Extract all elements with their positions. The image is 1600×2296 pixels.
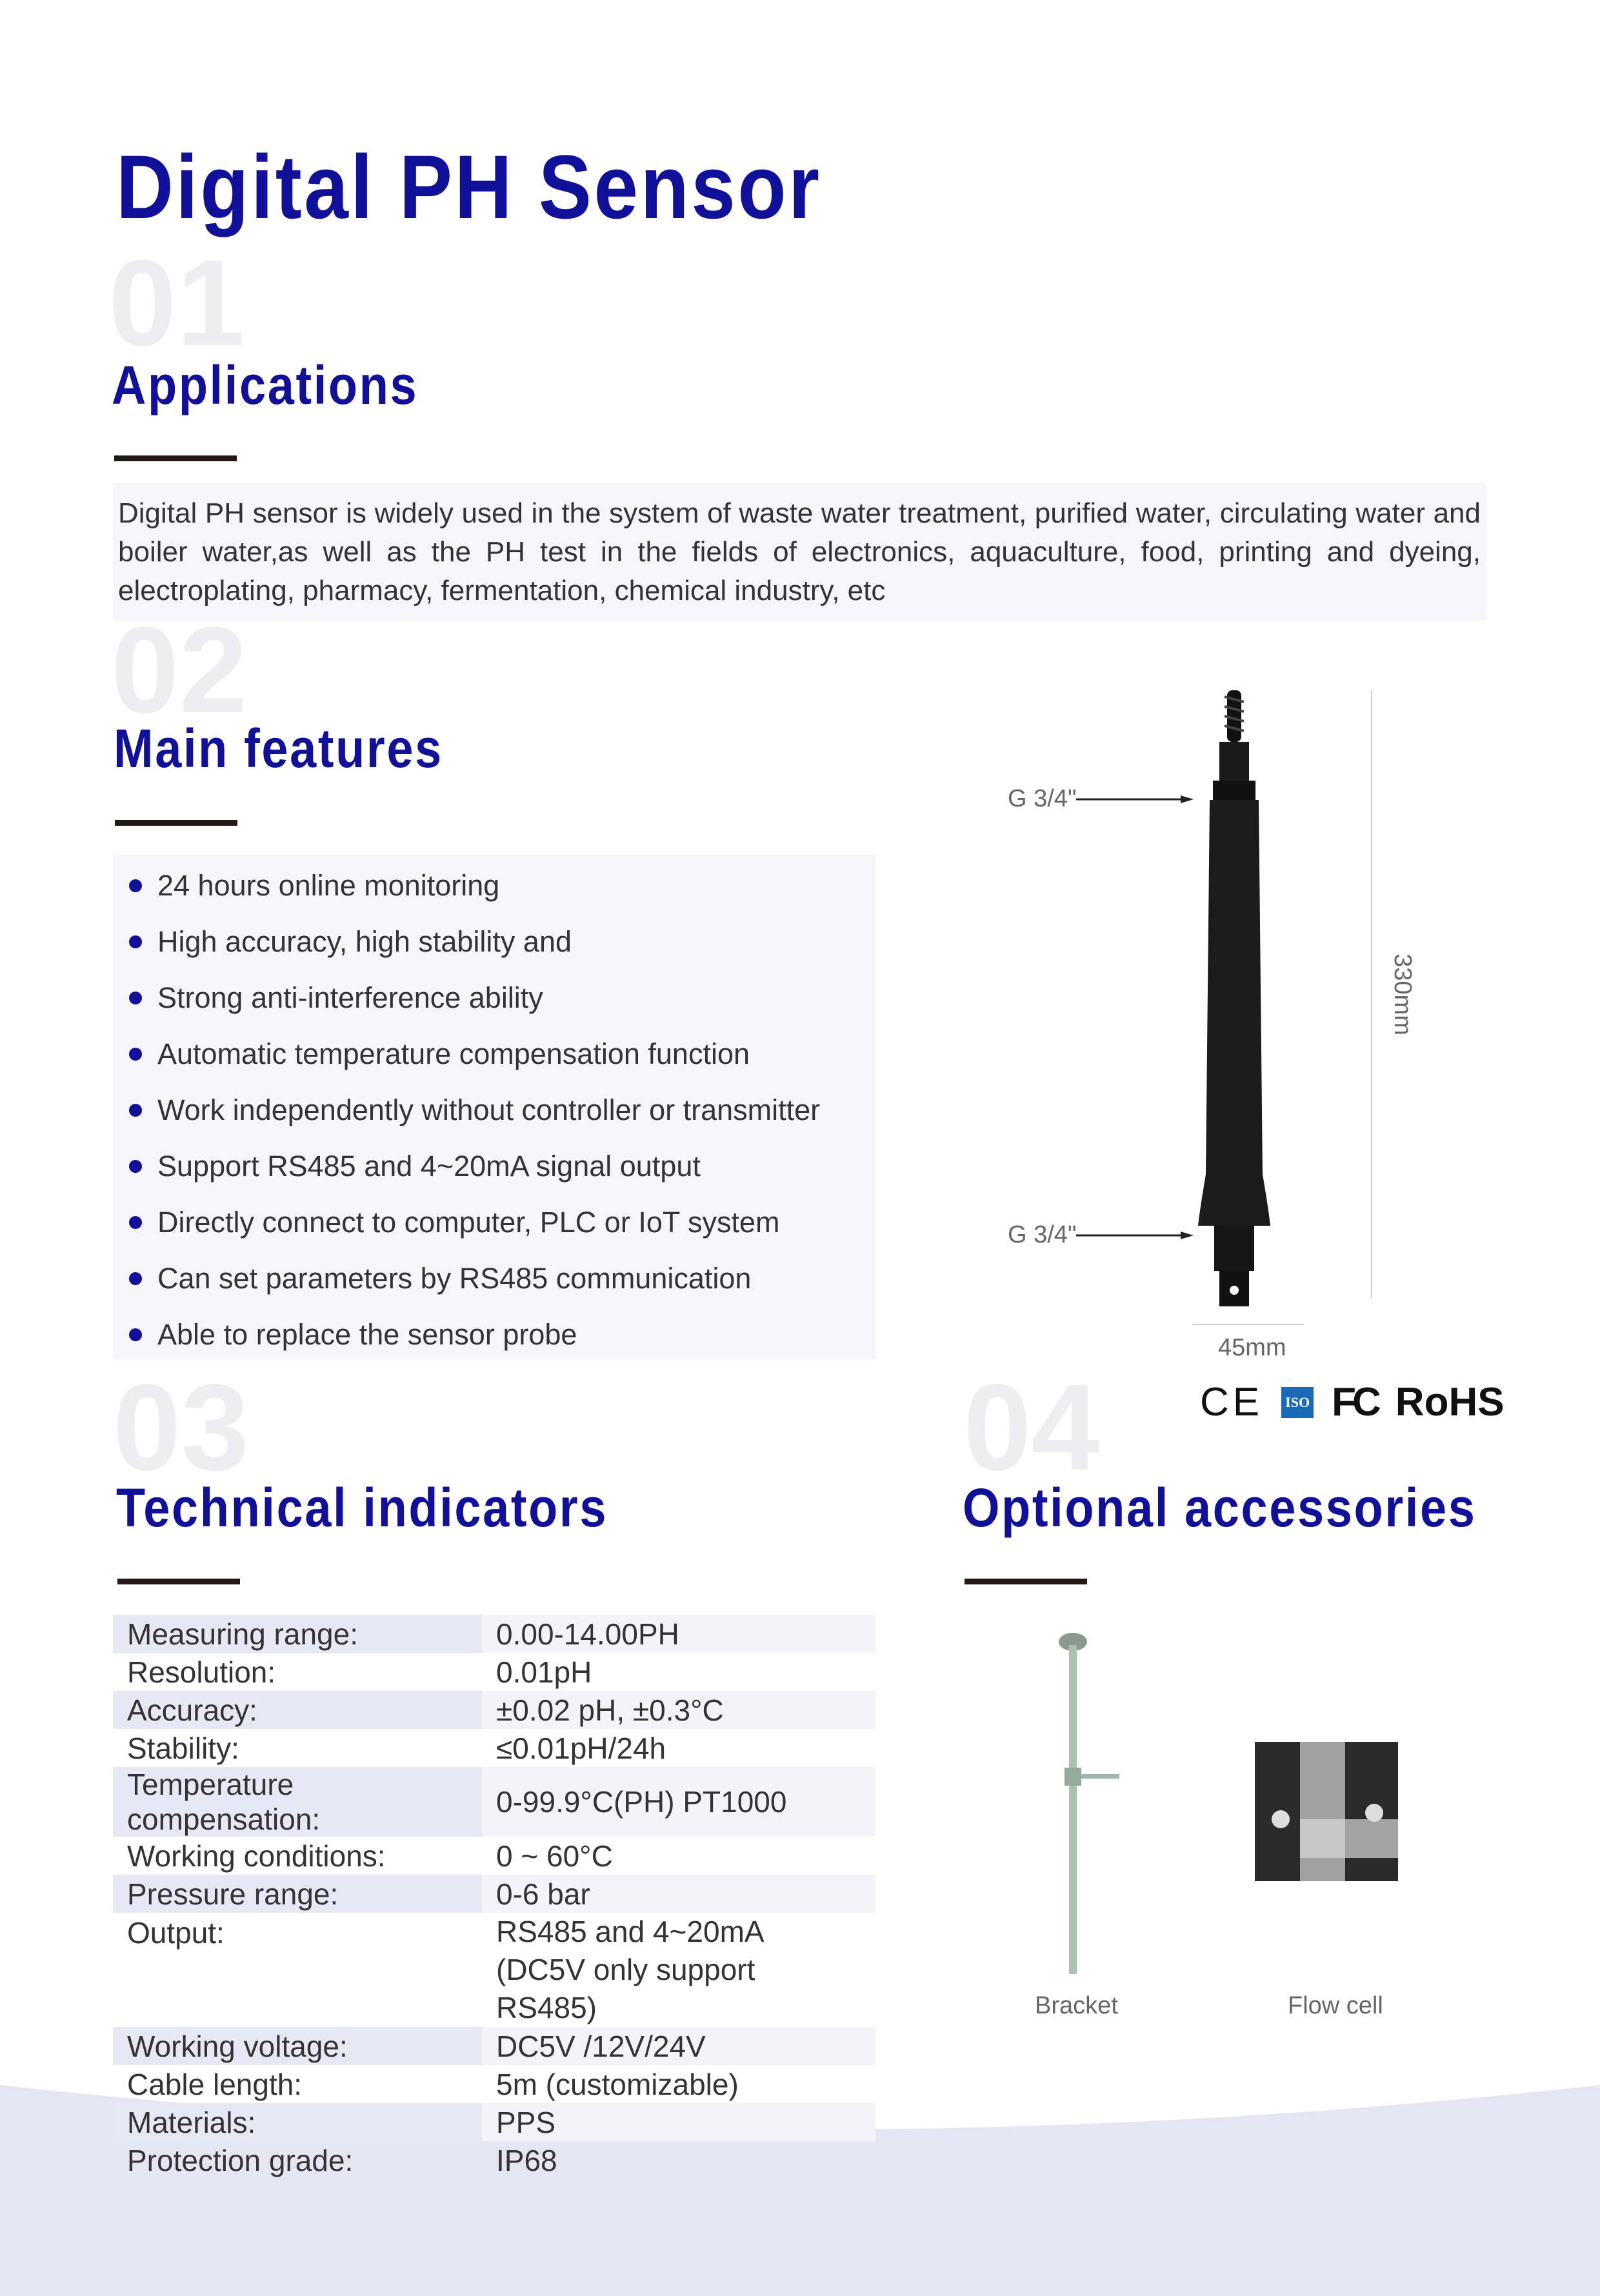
spec-label: Accuracy:	[113, 1691, 482, 1729]
spec-value-text: 0.00-14.00PH	[496, 1617, 679, 1651]
table-row	[113, 1837, 875, 1875]
spec-value-text: ±0.02 pH, ±0.3°C	[496, 1693, 724, 1727]
table-row	[113, 2027, 875, 2065]
spec-value	[482, 1837, 875, 1875]
table-row	[113, 1767, 875, 1837]
spec-value-text: 5m (customizable)	[496, 2067, 739, 2101]
feature-item	[113, 1138, 875, 1194]
feature-text: Can set parameters by RS485 communication	[157, 1261, 752, 1295]
bullet-icon	[129, 1216, 142, 1229]
spec-label: Output:	[127, 1916, 225, 1950]
spec-value-text: ≤0.01pH/24h	[496, 1731, 666, 1765]
accessories-heading: Optional accessories	[963, 1477, 1477, 1538]
bullet-icon	[129, 1048, 142, 1061]
accessory-label: Bracket	[1035, 1992, 1118, 2019]
features-heading: Main features	[114, 718, 443, 779]
spec-label: Stability:	[127, 1731, 239, 1765]
spec-value-text: 0 ~ 60°C	[496, 1839, 613, 1873]
applications-text: Digital PH sensor is widely used in the system of waste water treatment, purified water, circulating water and boiler water,as well as the PH test in the fields of electronics, aquaculture, food, printing and dyeing, electroplating, pharmacy, fermentation, chemical industry, etc	[118, 497, 1481, 606]
heading-underline	[114, 455, 237, 461]
spec-label: Temperature compensation:	[113, 1767, 482, 1837]
spec-value-text: 0-6 bar	[496, 1877, 590, 1911]
feature-item	[113, 1194, 875, 1250]
spec-value-text: RS485 and 4~20mA	[496, 1915, 765, 1948]
heading-underline	[117, 1579, 240, 1584]
feature-item	[113, 913, 875, 970]
feature-text: Automatic temperature compensation function	[157, 1037, 750, 1070]
spec-value	[482, 1913, 875, 2027]
bullet-icon	[129, 1104, 142, 1117]
table-row	[113, 1875, 875, 1913]
sensor-image	[1198, 690, 1270, 1306]
feature-text: Directly connect to computer, PLC or IoT system	[157, 1205, 780, 1239]
spec-value	[482, 1653, 875, 1691]
table-row	[113, 2103, 875, 2141]
table-row	[113, 1913, 875, 2027]
spec-label: Pressure range:	[113, 1875, 482, 1913]
table-row	[113, 1691, 875, 1729]
fcc-logo: FC	[1332, 1380, 1377, 1424]
thread-bottom-label: G 3/4"	[1008, 1221, 1077, 1248]
applications-heading: Applications	[112, 355, 419, 415]
spec-value-text: PPS	[496, 2105, 556, 2139]
iso-logo: ISO	[1281, 1387, 1314, 1418]
heading-underline	[115, 820, 237, 826]
ce-logo: CE	[1200, 1380, 1264, 1424]
spec-label: Resolution:	[127, 1655, 276, 1689]
spec-value	[482, 2027, 875, 2065]
spec-label: Cable length:	[127, 2067, 303, 2101]
bullet-icon	[129, 935, 142, 948]
bullet-icon	[129, 1160, 142, 1173]
table-row	[113, 1615, 875, 1653]
feature-text: High accuracy, high stability and	[157, 924, 572, 958]
spec-label: Protection grade:	[127, 2143, 354, 2177]
bullet-icon	[129, 1272, 142, 1285]
accessory-label: Flow cell	[1288, 1992, 1383, 2019]
features-list	[113, 855, 875, 1359]
feature-text: Strong anti-interference ability	[157, 981, 543, 1014]
page-title: Digital PH Sensor	[116, 136, 822, 237]
section-number-watermark: 02	[111, 622, 248, 719]
section-number-watermark: 01	[108, 255, 245, 352]
feature-item	[113, 1026, 875, 1082]
feature-text: Work independently without controller or transmitter	[157, 1093, 821, 1126]
feature-item	[113, 1306, 875, 1363]
spec-value	[482, 1767, 875, 1837]
bullet-icon	[129, 1328, 142, 1341]
feature-text: 24 hours online monitoring	[157, 868, 500, 902]
spec-label: Measuring range:	[113, 1615, 482, 1653]
spec-table	[113, 1615, 875, 2179]
spec-value	[482, 2141, 875, 2179]
applications-box	[113, 483, 1486, 621]
diameter-label: 45mm	[1218, 1334, 1286, 1361]
feature-item	[113, 970, 875, 1026]
table-row	[113, 1653, 875, 1691]
technical-heading: Technical indicators	[116, 1477, 608, 1538]
table-row	[113, 2065, 875, 2103]
spec-value-text: 0.01pH	[496, 1655, 592, 1689]
bracket-image	[1045, 1629, 1129, 1984]
section-number-watermark: 03	[113, 1379, 250, 1476]
table-row	[113, 1729, 875, 1767]
feature-item	[113, 857, 875, 913]
feature-item	[113, 1082, 875, 1138]
bullet-icon	[129, 992, 142, 1004]
spec-value-text: DC5V /12V/24V	[496, 2029, 706, 2063]
feature-text: Able to replace the sensor probe	[157, 1317, 577, 1351]
feature-item	[113, 1250, 875, 1306]
feature-text: Support RS485 and 4~20mA signal output	[157, 1149, 701, 1183]
table-row	[113, 2141, 875, 2179]
spec-value	[482, 2065, 875, 2103]
rohs-logo: RoHS	[1395, 1380, 1505, 1424]
spec-value	[482, 1691, 875, 1729]
bullet-icon	[129, 879, 142, 892]
spec-label: Materials:	[113, 2103, 482, 2141]
section-number-watermark: 04	[963, 1379, 1100, 1476]
spec-value	[482, 1875, 875, 1913]
spec-value	[482, 1615, 875, 1653]
spec-value	[482, 1729, 875, 1767]
heading-underline	[965, 1579, 1087, 1584]
length-label: 330mm	[1388, 953, 1416, 1035]
thread-top-label: G 3/4"	[1008, 785, 1077, 812]
spec-value-text: 0-99.9°C(PH) PT1000	[496, 1785, 787, 1819]
spec-value-line2: (DC5V only support RS485)	[496, 1953, 755, 2024]
spec-label: Working voltage:	[113, 2027, 482, 2065]
spec-value-text: IP68	[496, 2143, 557, 2177]
spec-value	[482, 2103, 875, 2141]
spec-label: Working conditions:	[127, 1839, 386, 1873]
certifications	[1200, 1379, 1505, 1425]
flow-cell-image	[1255, 1742, 1398, 1881]
